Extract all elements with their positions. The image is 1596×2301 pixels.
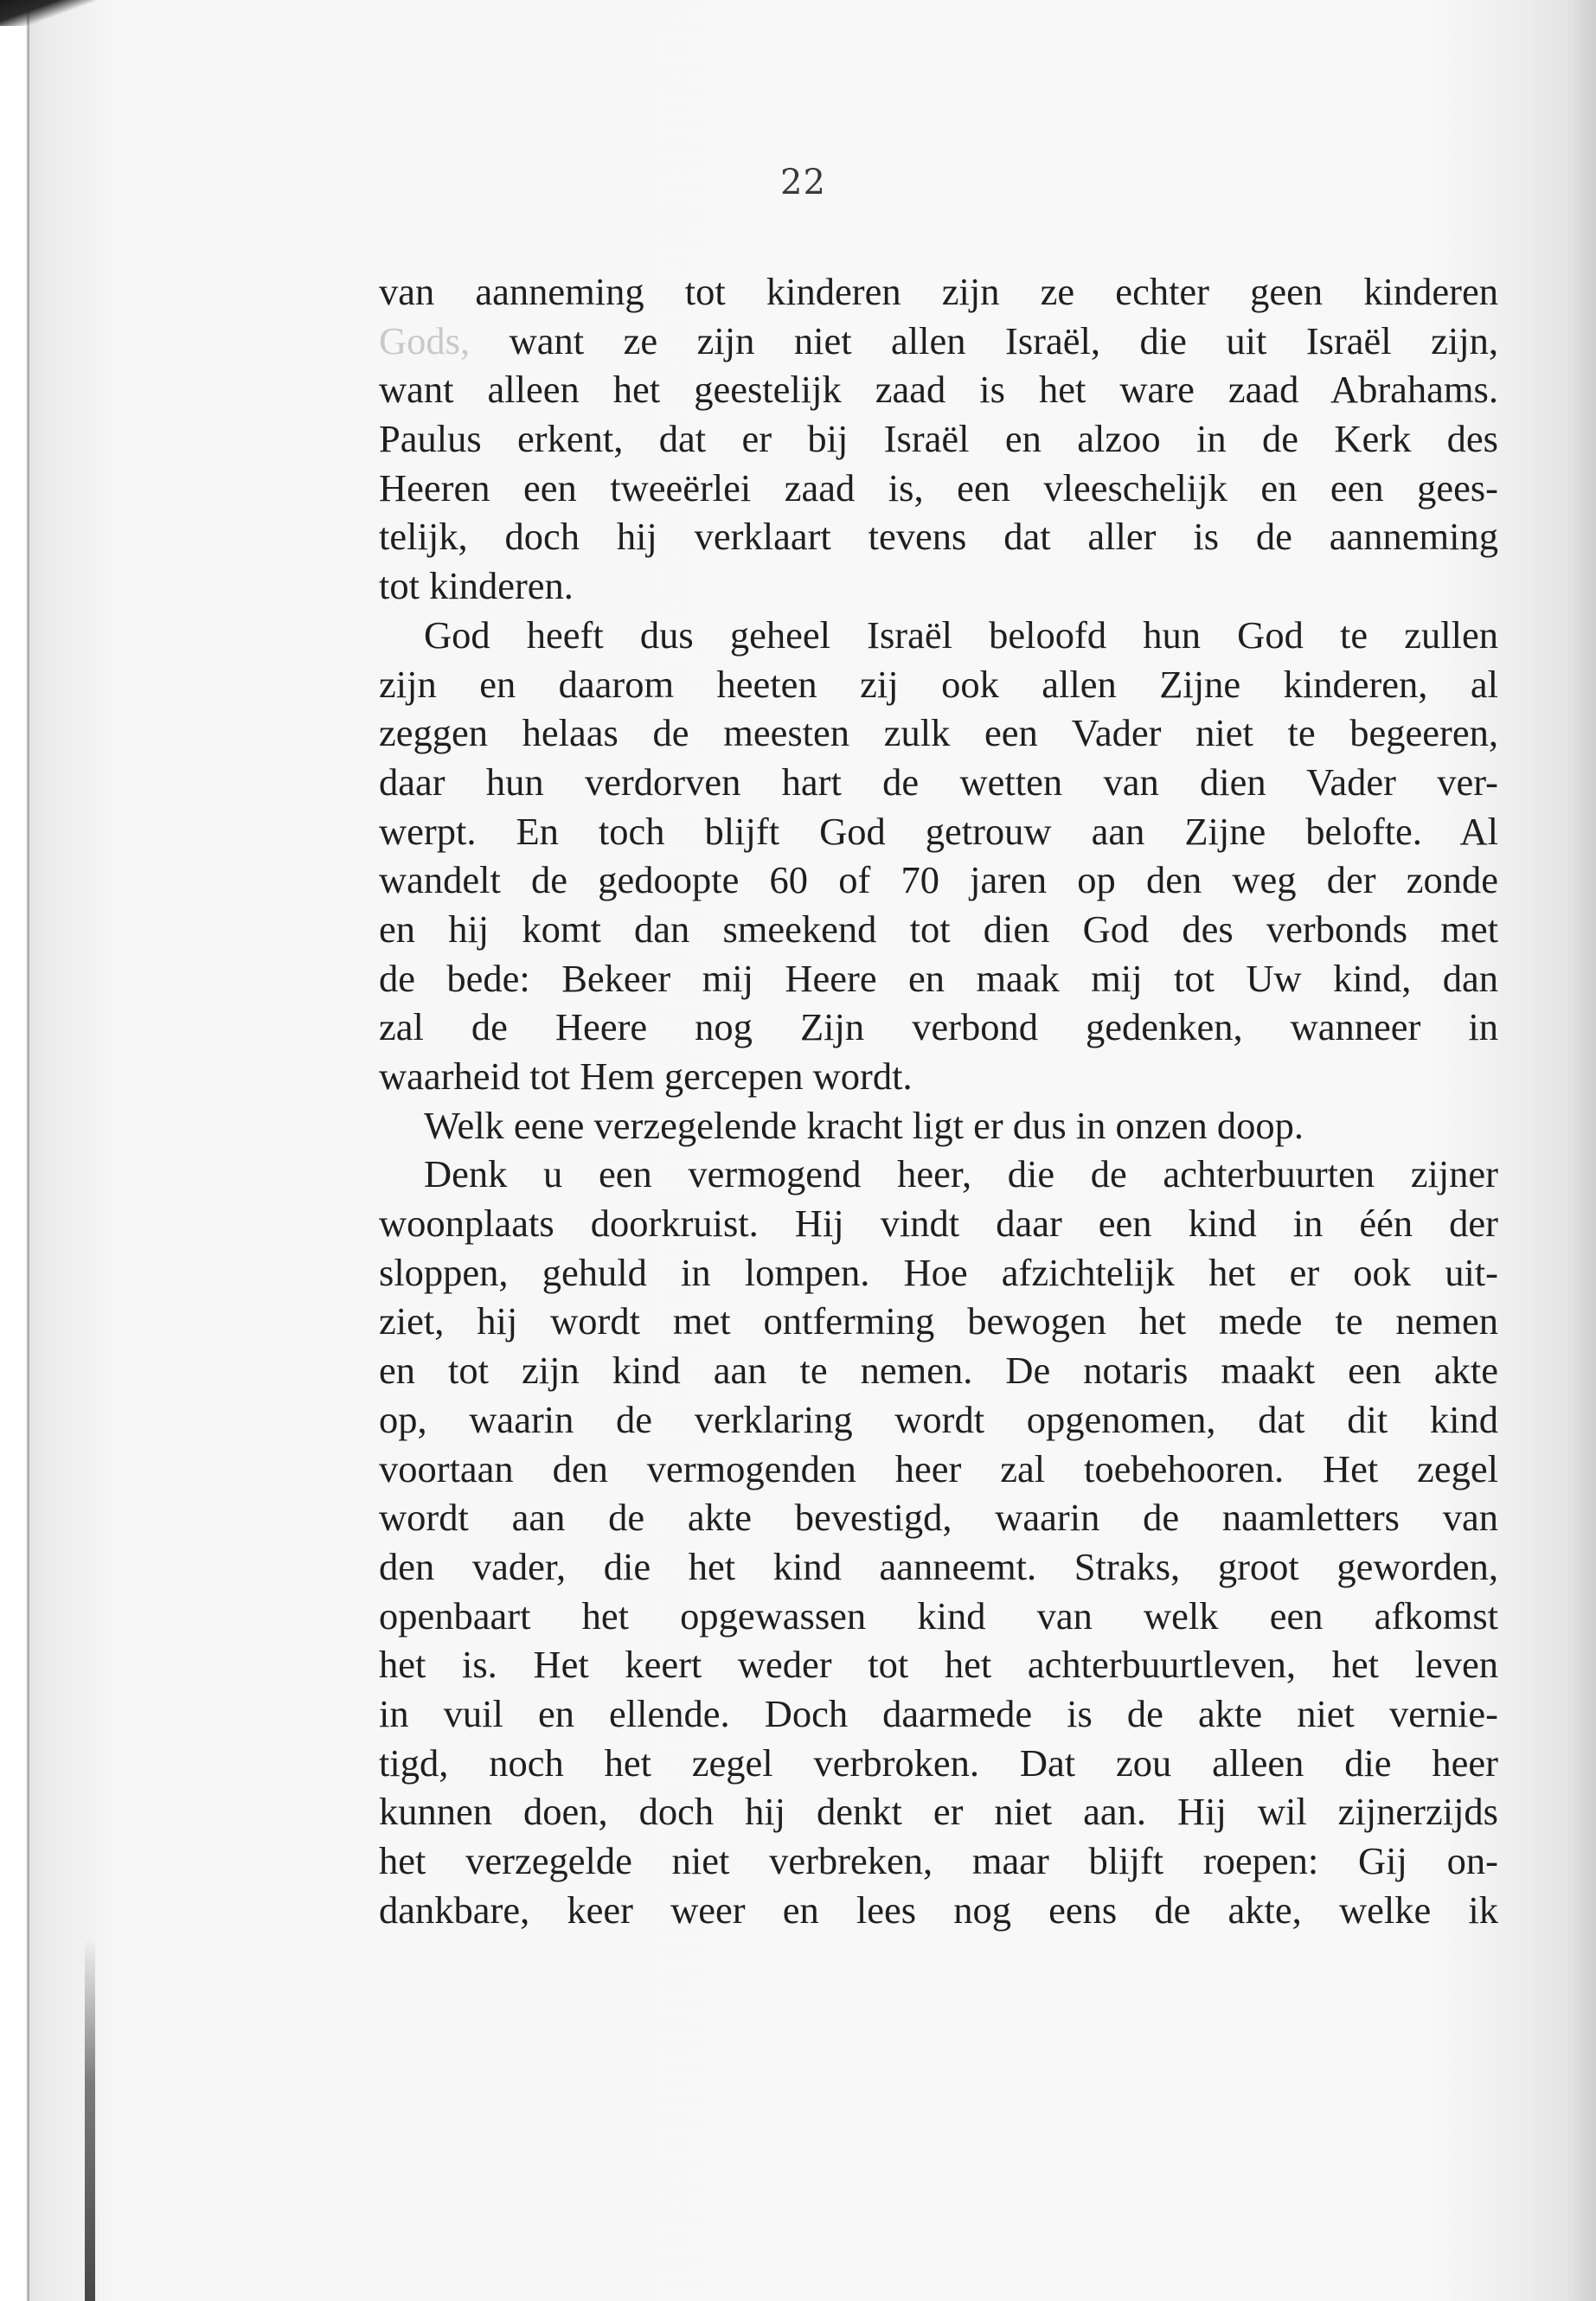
text-line: zijn en daarom heeten zij ook allen Zijne kinderen, al xyxy=(379,662,1498,706)
text-line: van aanneming tot kinderen zijn ze echter geen kinderen xyxy=(379,270,1498,313)
paragraph-start-line: Welk eene verzegelende kracht ligt er dus in onzen doop. xyxy=(424,1103,1304,1147)
text-line: ziet, hij wordt met ontferming bewogen het mede te nemen xyxy=(379,1299,1498,1343)
left-edge-shadow xyxy=(85,1938,95,2301)
text-line: op, waarin de verklaring wordt opgenomen, dat dit kind xyxy=(379,1397,1498,1441)
paragraph-start-line: Denk u een vermogend heer, die de achterbuurten zijner xyxy=(424,1152,1498,1196)
text-line: waarheid tot Hem gercepen wordt. xyxy=(379,1054,913,1098)
text-line: sloppen, gehuld in lompen. Hoe afzichtelijk het er ook uit- xyxy=(379,1250,1498,1294)
text-line: het verzegelde niet verbreken, maar blijft roepen: Gij on- xyxy=(379,1839,1498,1882)
paragraph-start-line: God heeft dus geheel Israël beloofd hun God te zullen xyxy=(424,612,1498,657)
text-line: de bede: Bekeer mij Heere en maak mij tot Uw kind, dan xyxy=(379,956,1498,1000)
text-line: en hij komt dan smeekend tot dien God des verbonds met xyxy=(379,907,1498,951)
text-line: kunnen doen, doch hij denkt er niet aan. Hij wil zijnerzijds xyxy=(379,1790,1498,1834)
scan-corner-mark xyxy=(0,0,95,26)
text-line: het is. Het keert weder tot het achterbuurtleven, het leven xyxy=(379,1643,1498,1687)
text-line: openbaart het opgewassen kind van welk een afkomst xyxy=(379,1593,1498,1638)
body-text xyxy=(379,267,1498,1934)
text-line: zal de Heere nog Zijn verbond gedenken, wanneer in xyxy=(379,1005,1498,1049)
text-line: woonplaats doorkruist. Hij vindt daar een kind in één der xyxy=(379,1202,1498,1246)
right-edge-shadow xyxy=(1572,0,1596,2301)
text-line: dankbare, keer weer en lees nog eens de akte, welke ik xyxy=(379,1888,1498,1932)
text-line: Heeren een tweeërlei zaad is, een vleeschelijk en een gees- xyxy=(379,465,1498,510)
text-line: voortaan den vermogenden heer zal toebehooren. Het zegel xyxy=(379,1446,1498,1490)
page-number: 22 xyxy=(780,163,826,202)
text-line: Paulus erkent, dat er bij Israël en alzoo in de Kerk des xyxy=(379,417,1498,461)
text-line: in vuil en ellende. Doch daarmede is de akte niet vernie- xyxy=(379,1691,1498,1735)
text-line: den vader, die het kind aanneemt. Straks, groot geworden, xyxy=(379,1544,1498,1588)
text-line: zeggen helaas de meesten zulk een Vader niet te begeeren, xyxy=(379,711,1498,755)
text-line: Gods, want ze zijn niet allen Israël, die uit Israël zijn, xyxy=(379,318,1498,362)
text-line: werpt. En toch blijft God getrouw aan Zijne belofte. Al xyxy=(379,809,1498,853)
spine-shadow xyxy=(0,0,29,2301)
text-line: daar hun verdorven hart de wetten van dien Vader ver- xyxy=(379,760,1498,804)
text-line: want alleen het geestelijk zaad is het ware zaad Abrahams. xyxy=(379,368,1498,412)
text-line: wandelt de gedoopte 60 of 70 jaren op den weg der zonde xyxy=(379,858,1498,902)
text-line: wordt aan de akte bevestigd, waarin de naamletters van xyxy=(379,1496,1498,1540)
text-line: tigd, noch het zegel verbroken. Dat zou alleen die heer xyxy=(379,1740,1498,1785)
text-line: tot kinderen. xyxy=(379,564,574,608)
text-line: en tot zijn kind aan te nemen. De notaris maakt een akte xyxy=(379,1349,1498,1393)
text-line: telijk, doch hij verklaart tevens dat aller is de aanneming xyxy=(379,515,1498,559)
faded-word: Gods, xyxy=(379,318,471,362)
